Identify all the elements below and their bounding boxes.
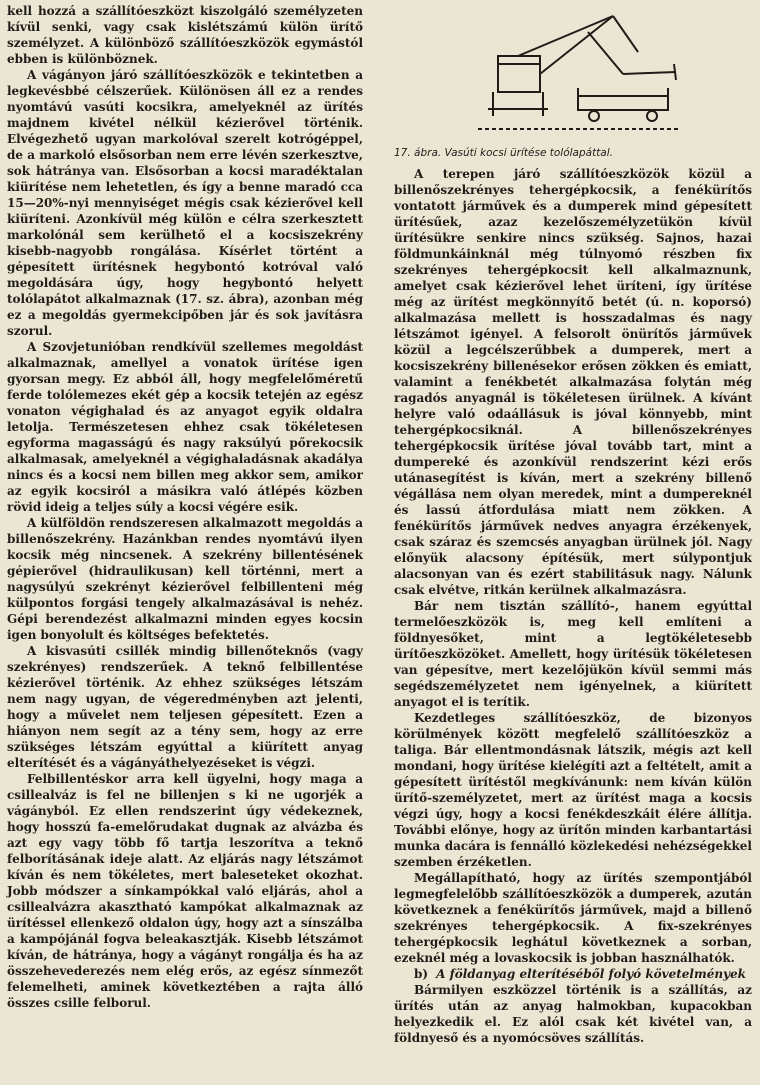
paragraph: A Szovjetunióban rendkívül szellemes megoldást alkalmaznak, amellyel a vonatok ürítése igen gyorsan megy. Ez abból áll, hogy megfelelőméretű ferde tolólemezes ekét gép a kocsik tetején az egész vonaton végighalad és az anyagot egyik oldalra letolja. Természetesen ehhez csak tökéletesen egyforma magasságú és nagy raksúlyú pőrekocsik alkalmasak, amelyeknél a végighaladásnak akadálya nincs és a kocsi nem billen meg akkor sem, amikor az egyik kocsiról a másikra való átlépés közben rövid ideig a teljes súly a kocsi végére esik. <box>7 340 363 514</box>
figure-caption: 17. ábra. Vasúti kocsi ürítése tolólapáttal. <box>394 147 613 159</box>
left-column <box>7 3 363 1011</box>
paragraph: A vágányon járó szállítóeszközök e tekintetben a legkevésbbé célszerűek. Különösen áll ez a rendes nyomtávú vasúti kocsikra, amelyeknél az ürítés majdnem kivétel nélkül kézierővel történik. Elvégezhető ugyan markolóval szerelt kotrógéppel, de a markoló elsősorban nem erre lévén szerkesztve, sok hátránya van. Elsősorban a kocsi maradéktalan kiürítése nem lehetetlen, és így a benne maradó cca 15—20%-nyi mennyiséget mégis csak kézierővel kell kiüríteni. Azonkívül még külön e célra szerkesztett markolónál sem kerülhető el a kocsiszekrény kisebb-nagyobb rongálása. Kísérlet történt a gépesített ürítésnek hegybontó kotróval való megoldására úgy, hogy hegybontó helyett tolólapátot alkalmaznak (17. sz. ábra), azonban még ez a megoldás gyermekcipőben jár és sok javításra szorul. <box>7 68 363 338</box>
paragraph: A külföldön rendszeresen alkalmazott megoldás a billenőszekrény. Hazánkban rendes nyomtávú ilyen kocsik még nincsenek. A szekrény billentésének gépierővel (hidraulikusan) kell történni, mert a nagysúlyú szekrényt kézierővel felbillenteni még külpontos forgási tengely alkalmazásával is nehéz. Gépi berendezést alkalmazni minden egyes kocsin igen bonyolult és költséges befektetés. <box>7 516 363 642</box>
section-heading <box>394 966 752 982</box>
paragraph: A kisvasúti csillék mindig billenőteknős (vagy szekrényes) rendszerűek. A teknő felbillentése kézierővel történik. Az ehhez szükséges létszám nem nagy ugyan, de végeredményben azt jelenti, hogy a művelet nem teljesen gépesített. Ezen a hiányon nem segít az a tény sem, hogy az erre szükséges létszám egyúttal a kiürített anyag elterítését és a vágányáthelyezéseket is végzi. <box>7 644 363 770</box>
paragraph: Kezdetleges szállítóeszköz, de bizonyos körülmények között megfelelő szállítóeszköz a taliga. Bár ellentmondásnak látszik, mégis azt kell mondani, hogy ürítése kielégíti azt a feltételt, amit a gépesített ürítéstől megkívánunk: nem kíván külön ürítő-személyzetet, mert az ürítést maga a kocsis végzi úgy, hogy a kocsi fenékdeszkáit élére állítja. További előnye, hogy az ürítőn minden karbantartási munka dacára is fennálló közlekedési nehézségekkel szemben érzéketlen. <box>394 711 752 869</box>
figure-17 <box>394 0 752 159</box>
paragraph: kell hozzá a szállítóeszközt kiszolgáló személyzeten kívül senki, vagy csak kislétszámú külön ürítő személyzet. A különböző szállítóeszközök egymástól ebben is különböznek. <box>7 4 363 66</box>
paragraph: Bár nem tisztán szállító-, hanem egyúttal termelőeszközök is, meg kell említeni a földnyesőket, mint a legtökéletesebb ürítőeszközöket. Amellett, hogy ürítésük tökéletesen van gépesítve, mert kezelőjükön kívül semmi más segédszemélyzetet nem igényelnek, a kiürített anyagot el is terítik. <box>394 599 752 709</box>
section-title: A földanyag elterítéséből folyó követelmények <box>436 967 746 981</box>
section-letter: b) <box>414 967 429 981</box>
railcar-unloading-illustration <box>478 4 678 134</box>
paragraph: Bármilyen eszközzel történik is a szállítás, az ürítés után az anyag halmokban, kupacokban helyezkedik el. Ez alól csak két kivétel van, a földnyeső és a nyomócsöves szállítás. <box>394 983 752 1045</box>
paragraph: Megállapítható, hogy az ürítés szempontjából legmegfelelőbb szállítóeszközök a dumperek, azután következnek a fenékürítős járművek, majd a billenő szekrényes tehergépkocsik. A fix-szekrényes tehergépkocsik leghátul következnek a sorban, ezeknél még a lovaskocsik is jobban használhatók. <box>394 871 752 965</box>
paragraph: Felbillentéskor arra kell ügyelni, hogy maga a csillealváz is fel ne billenjen s ki ne ugorjék a vágányból. Ez ellen rendszerint úgy védekeznek, hogy hosszú fa-emelőrudakat dugnak az alvázba és azt egy vagy több fő tartja leszorítva a teknő felborításának ideje alatt. Az eljárás nagy létszámot kíván és nem tökéletes, mert baleseteket okozhat. Jobb módszer a sínkampókkal való eljárás, ahol a csillealvázra akasztható kampókat alkalmaznak az ürítéssel ellenkező oldalon úgy, hogy azt a sínszálba a kampójánál fogva beleakasztják. Kisebb létszámot kíván, de hátránya, hogy a vágányt rongálja és ha az összehevederezés nem elég erős, az egész sínmezőt felemelheti, aminek következtében a rajta álló összes csille felborul. <box>7 772 363 1010</box>
right-column <box>394 0 752 1046</box>
paragraph: A terepen járó szállítóeszközök közül a billenőszekrényes tehergépkocsik, a fenékürítős vontatott járművek és a dumperek mind gépesített ürítésűek, azaz kezelőszemélyzetükön kívül ürítésükre senkire nincs szükség. Sajnos, hazai földmunkáinknál még túlnyomó részben fix szekrényes tehergépkocsit kell alkalmaznunk, amelyet csak kézierővel lehet üríteni, így ürítése még az ürítést megkönnyítő betét (ú. n. koporsó) alkalmazása mellett is hosszadalmas és nagy létszámot igényel. A felsorolt önürítős járművek közül a legcélszerűbbek a dumperek, mert a kocsiszekrény billenésekor erősen zökken és emiatt, valamint a fenékbetét alkalmazása folytán még ragadós anyagnál is tökéletesen ürülnek. A kívánt helyre való odaállásuk is jóval könnyebb, mint tehergépkocsiknál. A billenőszekrényes tehergépkocsik ürítése jóval tovább tart, mint a dumpereké és azonkívül rendszerint kézi erős utánasegítést is kíván, mert a szekrény billenő végállása nem olyan meredek, mint a dumpereknél és lassú átfordulása miatt nem zökken. A fenékürítős járművek nedves anyagra érzékenyek, csak száraz és szemcsés anyagban ürülnek jól. Nagy előnyük alacsony építésük, mert súlypontjuk alacsonyan van és ezért stabilitásuk nagy. Nálunk csak elvétve, ritkán kerülnek alkalmazásra. <box>394 167 752 597</box>
